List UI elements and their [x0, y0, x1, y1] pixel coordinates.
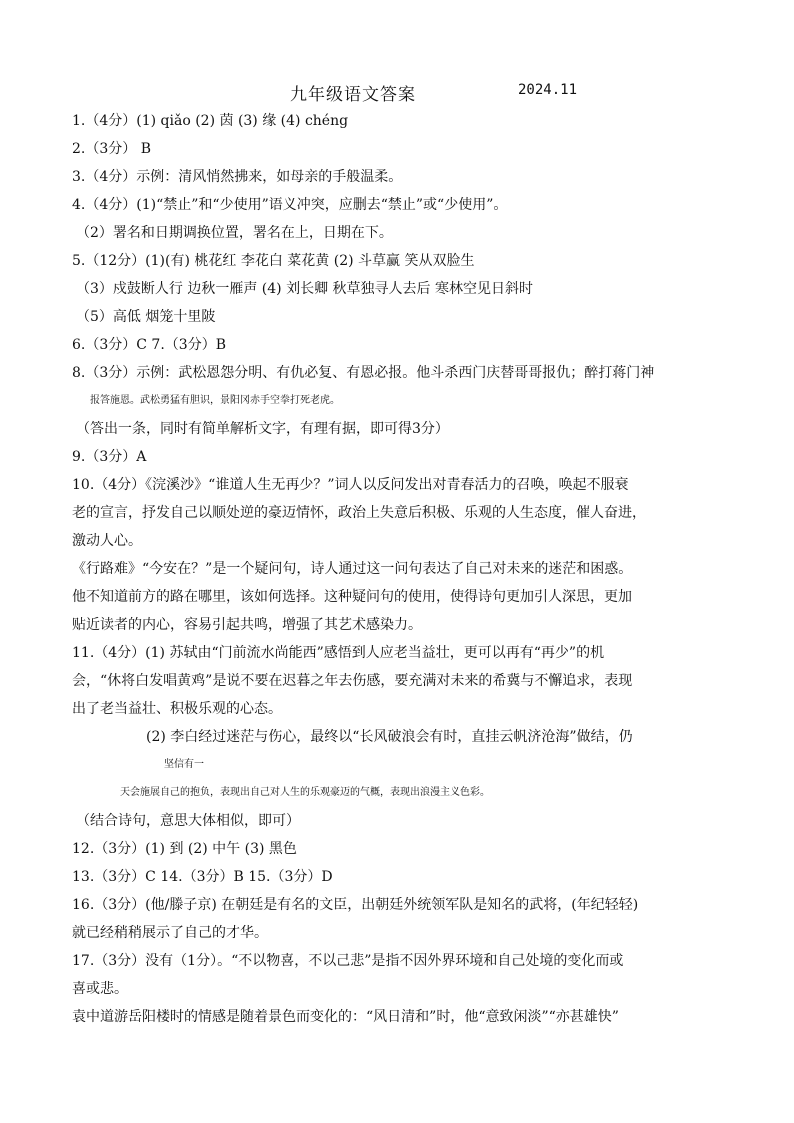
answer-line: 2.（3分） B	[72, 141, 152, 157]
answer-line: 贴近读者的内心，容易引起共鸣，增强了其艺术感染力。	[72, 617, 422, 633]
answer-line: 8.（3分）示例：武松恩怨分明、有仇必复、有恩必报。他斗杀西门庆替哥哥报仇；醉打蒋门神	[72, 365, 655, 381]
answer-line: （2）署名和日期调换位置，署名在上，日期在下。	[76, 225, 393, 241]
answer-line: 袁中道游岳阳楼时的情感是随着景色而变化的：“风日清和”时，他“意致闲淡”“亦甚雄快”	[72, 1009, 619, 1025]
answer-line: 《行路难》“今安在？”是一个疑问句，诗人通过这一问句表达了自己对未来的迷茫和困惑。	[72, 561, 633, 577]
answer-line: 坚信有一	[164, 759, 204, 770]
answer-line: （结合诗句，意思大体相似，即可）	[76, 813, 300, 829]
answer-line: （答出一条，同时有简单解析文字，有理有据，即可得3分）	[76, 421, 449, 437]
answer-line: 3.（4分）示例：清风悄然拂来，如母亲的手般温柔。	[72, 169, 403, 185]
answer-line: 5.（12分）(1)(有) 桃花红 李花白 菜花黄 (2) 斗草赢 笑从双脸生	[72, 253, 475, 269]
answer-line: 6.（3分）C 7.（3分）B	[72, 337, 226, 353]
answer-line: 4.（4分）(1)“禁止”和“少使用”语义冲突，应删去“禁止”或“少使用”。	[72, 197, 508, 213]
answer-line: 11.（4分）(1) 苏轼由“门前流水尚能西”感悟到人应老当益壮，更可以再有“再少”的机	[72, 645, 605, 661]
answer-line: （5）高低 烟笼十里陂	[76, 309, 216, 325]
answer-line: （3）戍鼓断人行 边秋一雁声 (4) 刘长卿 秋草独寻人去后 寒林空见日斜时	[76, 281, 533, 297]
answer-line: 16.（3分）(他/滕子京) 在朝廷是有名的文臣，出朝廷外统领军队是知名的武将，(年纪轻轻)	[72, 897, 639, 913]
answer-line: 老的宣言，抒发自己以顺处逆的豪迈情怀，政治上失意后积极、乐观的人生态度，催人奋进，	[72, 505, 646, 521]
answer-line: 10.（4分）《浣溪沙》“谁道人生无再少？”词人以反问发出对青春活力的召唤，唤起不服衰	[72, 477, 629, 493]
answer-line: 1.（4分）(1) qiǎo (2) 茵 (3) 缘 (4) chéng	[72, 113, 349, 129]
answer-line: 会，“休将白发唱黄鸡”是说不要在迟暮之年去伤感，要充满对未来的希冀与不懈追求，表现	[72, 673, 633, 689]
answer-line: 17.（3分）没有（1分）。“不以物喜，不以己悲”是指不因外界环境和自己处境的变化而或	[72, 953, 624, 969]
answer-line: 报答施恩。武松勇猛有胆识，景阳冈赤手空拳打死老虎。	[90, 395, 340, 406]
answer-line: 天会施展自己的抱负，表现出自己对人生的乐观豪迈的气概，表现出浪漫主义色彩。	[120, 787, 490, 798]
document-header	[0, 80, 794, 104]
answer-line: 喜或悲。	[72, 981, 128, 997]
answer-line: 就已经稍稍展示了自己的才华。	[72, 925, 268, 941]
answer-line: (2) 李白经过迷茫与伤心，最终以“长风破浪会有时，直挂云帆济沧海”做结，仍	[146, 729, 633, 745]
answer-line: 13.（3分）C 14.（3分）B 15.（3分）D	[72, 869, 333, 885]
answer-line: 激动人心。	[72, 533, 142, 549]
answer-line: 12.（3分）(1) 到 (2) 中午 (3) 黑色	[72, 841, 297, 857]
answer-line: 出了老当益壮、积极乐观的心态。	[72, 701, 282, 717]
answer-line: 9.（3分）A	[72, 449, 147, 465]
answer-line: 他不知道前方的路在哪里，该如何选择。这种疑问句的使用，使得诗句更加引人深思，更加	[72, 589, 632, 605]
document-date: 2024.11	[518, 82, 578, 98]
document-title: 九年级语文答案	[290, 85, 416, 105]
